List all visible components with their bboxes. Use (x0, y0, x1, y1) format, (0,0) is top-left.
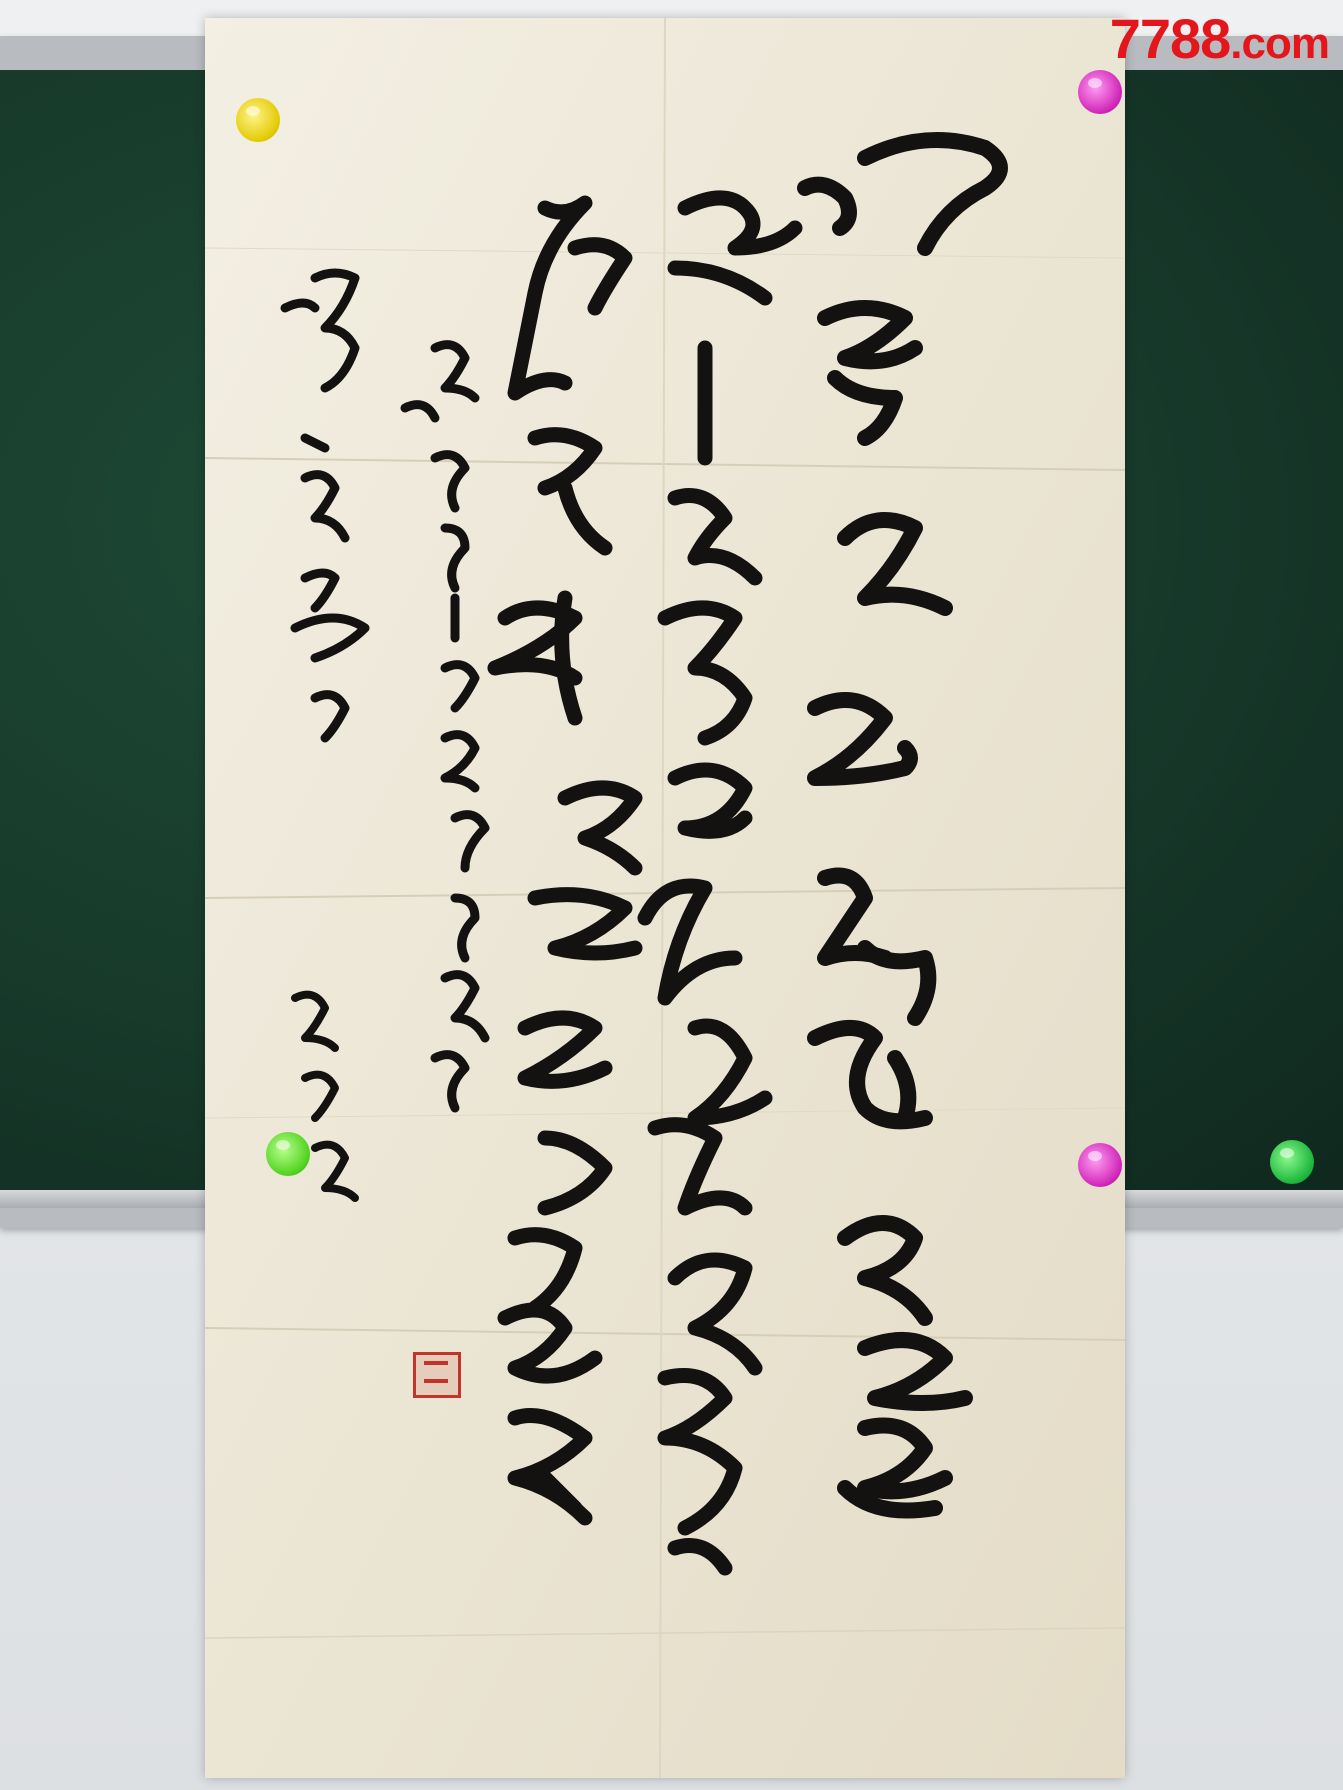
watermark-suffix: .com (1230, 19, 1329, 68)
calligraphy-scroll (205, 18, 1125, 1778)
green-magnet-left (266, 1132, 310, 1176)
calligraphy-ink (205, 18, 1125, 1778)
ink-column-5 (285, 273, 485, 1108)
green-magnet-edge (1270, 1140, 1314, 1184)
ink-column-4 (405, 345, 485, 958)
yellow-magnet (236, 98, 280, 142)
red-seal-stamp (413, 1352, 461, 1398)
pink-magnet-right (1078, 1143, 1122, 1187)
watermark-number: 7788 (1109, 7, 1231, 70)
ink-column-2 (645, 198, 795, 1568)
ink-column-3 (495, 203, 635, 1518)
site-watermark (1110, 6, 1329, 71)
ink-column-1 (805, 140, 1000, 1511)
pink-magnet-top (1078, 70, 1122, 114)
